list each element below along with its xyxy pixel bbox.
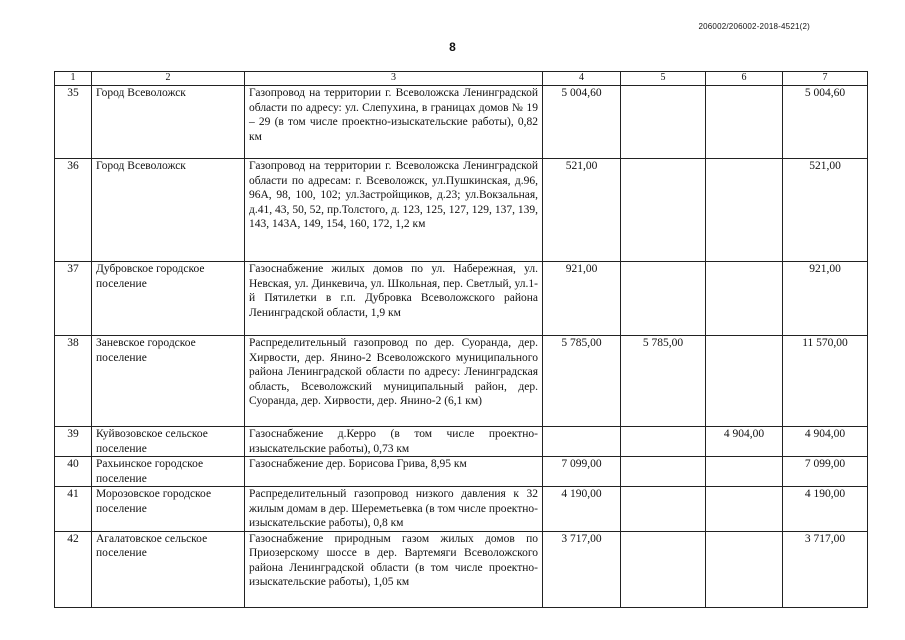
column-header: 2 — [92, 72, 245, 86]
value-col-4: 5 785,00 — [543, 336, 621, 427]
table-row — [55, 86, 868, 159]
value-col-5 — [621, 159, 706, 262]
settlement-name: Морозовское городское поселение — [92, 487, 245, 532]
value-col-7-total: 921,00 — [783, 262, 868, 336]
row-number: 35 — [55, 86, 92, 159]
value-col-7-total: 3 717,00 — [783, 531, 868, 607]
value-col-7-total: 5 004,60 — [783, 86, 868, 159]
table-row — [55, 427, 868, 457]
row-number: 41 — [55, 487, 92, 532]
value-col-5 — [621, 427, 706, 457]
project-description: Газопровод на территории г. Всеволожска Ленинградской области по адресам: г. Всеволожск, ул.Пушкинская, д.96, 96А, 98, 100, 102; ул.Застройщиков, д.23; ул.Вокзальная, д.41, 43, 50, 52, пр.Толстого, д. 123, 125, 127, 129, 137, 139, 143, 143А, 149, 154, 160, 172, 1,2 км — [245, 159, 543, 262]
row-number: 42 — [55, 531, 92, 607]
value-col-7-total: 7 099,00 — [783, 457, 868, 487]
value-col-6 — [706, 336, 783, 427]
project-description: Распределительный газопровод по дер. Суоранда, дер. Хирвости, дер. Янино-2 Всеволожского муниципального района Ленинградской области по адресу: Ленинградская область, Всеволожский муниципальный район, дер. Суоранда, дер. Хирвости, дер. Янино-2 (6,1 км) — [245, 336, 543, 427]
value-col-6: 4 904,00 — [706, 427, 783, 457]
column-header: 7 — [783, 72, 868, 86]
value-col-5 — [621, 262, 706, 336]
header-row — [55, 72, 868, 86]
value-col-7-total: 4 190,00 — [783, 487, 868, 532]
table-row — [55, 457, 868, 487]
column-header: 4 — [543, 72, 621, 86]
value-col-4: 521,00 — [543, 159, 621, 262]
project-description: Распределительный газопровод низкого давления к 32 жилым домам в дер. Шереметьевка (в том числе проектно-изыскательские работы), 0,8 км — [245, 487, 543, 532]
value-col-4: 921,00 — [543, 262, 621, 336]
settlement-name: Агалатовское сельское поселение — [92, 531, 245, 607]
project-description: Газоснабжение жилых домов по ул. Набережная, ул. Невская, ул. Динкевича, ул. Школьная, пер. Светлый, ул.1-й Пятилетки в г.п. Дубровка Всеволожского района Ленинградской области, 1,9 км — [245, 262, 543, 336]
row-number: 37 — [55, 262, 92, 336]
value-col-7-total: 521,00 — [783, 159, 868, 262]
value-col-6 — [706, 531, 783, 607]
data-table — [54, 71, 868, 608]
document-id: 206002/206002-2018-4521(2) — [698, 22, 810, 31]
settlement-name: Рахьинское городское поселение — [92, 457, 245, 487]
value-col-5 — [621, 487, 706, 532]
settlement-name: Город Всеволожск — [92, 159, 245, 262]
value-col-7-total: 4 904,00 — [783, 427, 868, 457]
table-row — [55, 262, 868, 336]
value-col-4: 3 717,00 — [543, 531, 621, 607]
value-col-7-total: 11 570,00 — [783, 336, 868, 427]
value-col-4: 7 099,00 — [543, 457, 621, 487]
table-row — [55, 487, 868, 532]
value-col-5 — [621, 457, 706, 487]
value-col-4 — [543, 427, 621, 457]
project-description: Газоснабжение природным газом жилых домов по Приозерскому шоссе в дер. Вартемяги Всеволожского района Ленинградской области (в том числе проектно-изыскательские работы), 1,05 км — [245, 531, 543, 607]
project-description: Газоснабжение д.Керро (в том числе проектно-изыскательские работы), 0,73 км — [245, 427, 543, 457]
project-description: Газопровод на территории г. Всеволожска Ленинградской области по адресу: ул. Слепухина, в границах домов № 19 – 29 (в том числе проектно-изыскательские работы), 0,82 км — [245, 86, 543, 159]
table-row — [55, 336, 868, 427]
settlement-name: Заневское городское поселение — [92, 336, 245, 427]
value-col-5 — [621, 86, 706, 159]
row-number: 39 — [55, 427, 92, 457]
value-col-4: 4 190,00 — [543, 487, 621, 532]
value-col-6 — [706, 457, 783, 487]
row-number: 40 — [55, 457, 92, 487]
project-description: Газоснабжение дер. Борисова Грива, 8,95 км — [245, 457, 543, 487]
value-col-6 — [706, 86, 783, 159]
value-col-4: 5 004,60 — [543, 86, 621, 159]
table-row — [55, 159, 868, 262]
value-col-5 — [621, 531, 706, 607]
value-col-5: 5 785,00 — [621, 336, 706, 427]
settlement-name: Куйвозовское сельское поселение — [92, 427, 245, 457]
page-number: 8 — [449, 40, 456, 54]
row-number: 38 — [55, 336, 92, 427]
column-header: 1 — [55, 72, 92, 86]
value-col-6 — [706, 487, 783, 532]
column-header: 3 — [245, 72, 543, 86]
value-col-6 — [706, 159, 783, 262]
column-header: 5 — [621, 72, 706, 86]
row-number: 36 — [55, 159, 92, 262]
settlement-name: Дубровское городское поселение — [92, 262, 245, 336]
settlement-name: Город Всеволожск — [92, 86, 245, 159]
table-row — [55, 531, 868, 607]
value-col-6 — [706, 262, 783, 336]
column-header: 6 — [706, 72, 783, 86]
